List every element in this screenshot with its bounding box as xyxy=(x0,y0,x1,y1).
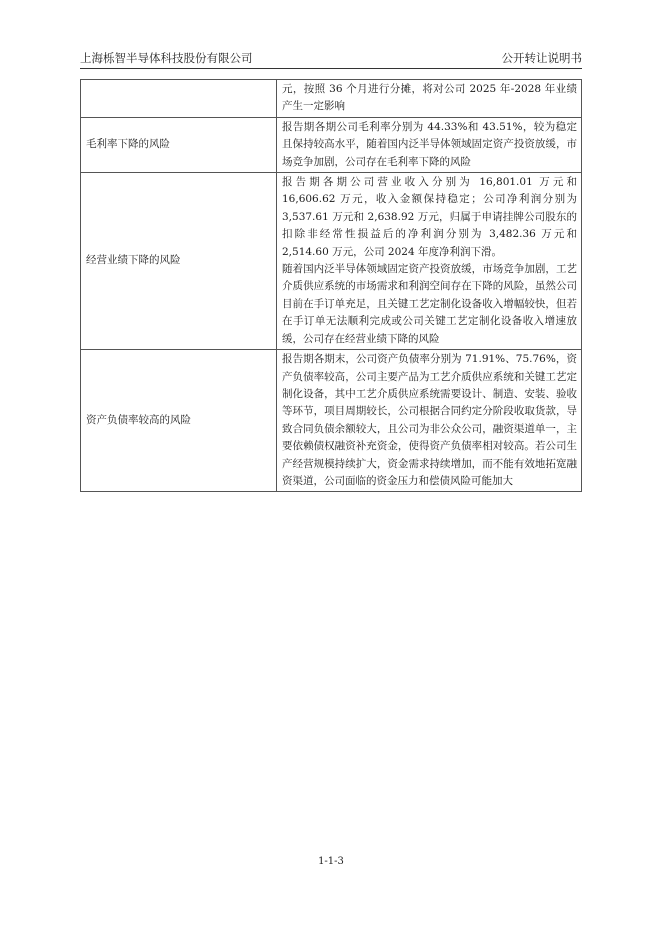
page-header xyxy=(80,46,582,66)
risk-name-cell: 资产负债率较高的风险 xyxy=(81,350,277,492)
risk-description-paragraph: 随着国内泛半导体领域固定资产投资放缓，市场竞争加剧，工艺介质供应系统的市场需求和利润空间存在下降的风险，虽然公司目前在手订单充足，且关键工艺定制化设备收入增幅较快，但若在手订单无法顺利完成或公司关键工艺定制化设备收入增速放缓，公司存在经营业绩下降的风险 xyxy=(282,263,577,345)
page-number: 1-1-3 xyxy=(318,856,344,867)
table-row xyxy=(81,173,582,350)
risk-description-cell xyxy=(277,117,582,172)
header-company-name: 上海栎智半导体科技股份有限公司 xyxy=(80,51,253,65)
risk-description-cell xyxy=(277,80,582,118)
risk-description-cell xyxy=(277,350,582,492)
table-row xyxy=(81,350,582,492)
risk-description-cell xyxy=(277,173,582,350)
risk-factor-table xyxy=(80,79,582,492)
risk-description-paragraph: 报告期各期末，公司资产负债率分别为 71.91%、75.76%，资产负债率较高，公司主要产品为工艺介质供应系统和关键工艺定制化设备，其中工艺介质供应系统需要设计、制造、安装、验收等环节，项目周期较长，公司根据合同约定分阶段收取货款，导致合同负债余额较大，且公司为非公众公司，融资渠道单一，主要依赖债权融资补充资金，使得资产负债率相对较高。若公司生产经营规模持续扩大，资金需求持续增加，而不能有效地拓宽融资渠道，公司面临的资金压力和偿债风险可能加大 xyxy=(282,353,577,487)
risk-name-cell xyxy=(81,80,277,118)
table-row xyxy=(81,117,582,172)
risk-description-paragraph: 报告期各期公司营业收入分别为 16,801.01 万元和 16,606.62 万元，收入金额保持稳定；公司净利润分别为 3,537.61 万元和 2,638.92 万元，归属于申请挂牌公司股东的扣除非经常性损益后的净利润分别为 3,482.36 万元和 2,514.60 万元，公司 2024 年度净利润下滑。 xyxy=(282,176,577,258)
table-row xyxy=(81,80,582,118)
risk-name-cell: 毛利率下降的风险 xyxy=(81,117,277,172)
risk-description-paragraph: 元，按照 36 个月进行分摊，将对公司 2025 年-2028 年业绩产生一定影响 xyxy=(282,83,577,113)
header-rule xyxy=(80,68,582,69)
header-document-type: 公开转让说明书 xyxy=(501,51,582,65)
risk-description-paragraph: 报告期各期公司毛利率分别为 44.33%和 43.51%，较为稳定且保持较高水平，随着国内泛半导体领域固定资产投资放缓，市场竞争加剧，公司存在毛利率下降的风险 xyxy=(282,120,577,168)
risk-name-cell: 经营业绩下降的风险 xyxy=(81,173,277,350)
